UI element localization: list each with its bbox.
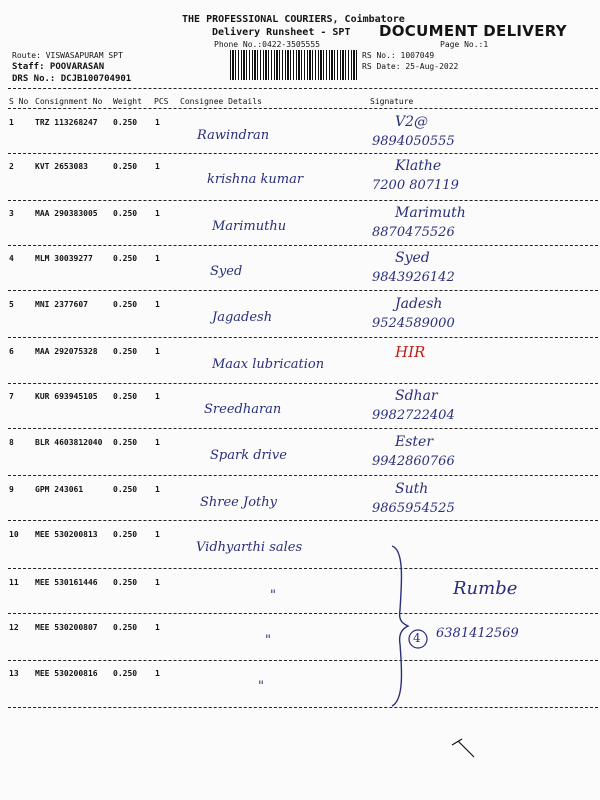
row-consignee: Syed — [210, 264, 243, 279]
group-signature-name: Rumbe — [453, 578, 518, 599]
header-rule-top — [8, 88, 598, 89]
row-pcs: 1 — [155, 530, 160, 539]
row-divider — [8, 613, 598, 614]
row-pcs: 1 — [155, 438, 160, 447]
row-consignee: " — [270, 588, 276, 603]
row-sno: 10 — [9, 530, 19, 539]
drs-number: DRS No.: DCJB100704901 — [12, 74, 132, 84]
row-weight: 0.250 — [113, 118, 138, 127]
row-consignee: Spark drive — [210, 448, 287, 463]
row-consignment: MAA 290383005 — [35, 209, 98, 218]
row-signature-phone: 9982722404 — [372, 408, 455, 423]
row-weight: 0.250 — [113, 438, 138, 447]
row-pcs: 1 — [155, 300, 160, 309]
row-pcs: 1 — [155, 118, 160, 127]
row-divider — [8, 428, 598, 429]
row-sno: 8 — [9, 438, 14, 447]
row-weight: 0.250 — [113, 485, 138, 494]
row-signature-phone: 7200 807119 — [372, 178, 459, 193]
row-sno: 11 — [9, 578, 19, 587]
row-sno: 3 — [9, 209, 14, 218]
col-pcs: PCS — [154, 97, 169, 106]
row-signature-phone: 8870475526 — [372, 225, 455, 240]
row-consignee: Jagadesh — [212, 310, 273, 325]
staff: Staff: POOVARASAN — [12, 62, 105, 72]
row-weight: 0.250 — [113, 347, 138, 356]
row-signature-phone: 9524589000 — [372, 316, 455, 331]
row-divider — [8, 383, 598, 384]
row-divider — [8, 337, 598, 338]
row-sno: 9 — [9, 485, 14, 494]
row-consignee: Sreedharan — [204, 402, 282, 417]
row-weight: 0.250 — [113, 578, 138, 587]
row-weight: 0.250 — [113, 392, 138, 401]
row-consignee: Marimuthu — [212, 219, 287, 234]
row-divider — [8, 200, 598, 201]
row-consignment: GPM 243061 — [35, 485, 84, 494]
row-consignee: " — [265, 633, 271, 648]
row-sno: 2 — [9, 162, 14, 171]
group-signature-phone: 6381412569 — [436, 626, 519, 641]
group-brace — [388, 540, 412, 710]
row-sno: 12 — [9, 623, 19, 632]
row-signature-name: HIR — [395, 343, 426, 361]
col-consignment: Consignment No — [35, 97, 103, 106]
row-signature-phone: 9942860766 — [372, 454, 455, 469]
route: Route: VISWASAPURAM SPT — [12, 51, 123, 60]
row-sno: 4 — [9, 254, 14, 263]
page-number: Page No.:1 — [440, 40, 489, 49]
row-pcs: 1 — [155, 578, 160, 587]
row-signature-name: Ester — [395, 434, 434, 450]
row-weight: 0.250 — [113, 669, 138, 678]
row-signature-name: Jadesh — [395, 296, 443, 312]
row-weight: 0.250 — [113, 530, 138, 539]
company-name: THE PROFESSIONAL COURIERS, Coimbatore — [182, 14, 405, 25]
row-sno: 5 — [9, 300, 14, 309]
row-signature-name: V2@ — [395, 114, 429, 130]
row-signature-name: Marimuth — [395, 205, 466, 221]
col-weight: Weight — [113, 97, 142, 106]
row-pcs: 1 — [155, 209, 160, 218]
row-consignment: TRZ 113268247 — [35, 118, 98, 127]
row-signature-phone: 9843926142 — [372, 270, 455, 285]
row-divider — [8, 568, 598, 569]
row-signature-name: Sdhar — [395, 388, 438, 404]
row-sno: 7 — [9, 392, 14, 401]
row-consignee: Vidhyarthi sales — [196, 540, 303, 555]
row-consignment: MEE 530200816 — [35, 669, 98, 678]
row-signature-name: Suth — [395, 481, 429, 497]
phone-number: Phone No.:0422-3505555 — [214, 40, 320, 49]
row-consignee: Shree Jothy — [200, 495, 277, 510]
row-pcs: 1 — [155, 485, 160, 494]
rs-number: RS No.: 1007049 — [362, 51, 435, 60]
row-divider — [8, 660, 598, 661]
row-consignee: Rawindran — [197, 128, 270, 143]
row-signature-phone: 9865954525 — [372, 501, 455, 516]
row-consignment: KVT 2653083 — [35, 162, 88, 171]
row-signature-name: Syed — [395, 250, 430, 266]
row-pcs: 1 — [155, 254, 160, 263]
row-weight: 0.250 — [113, 162, 138, 171]
row-divider — [8, 520, 598, 521]
row-signature-name: Klathe — [395, 158, 442, 174]
row-weight: 0.250 — [113, 254, 138, 263]
row-sno: 13 — [9, 669, 19, 678]
row-pcs: 1 — [155, 669, 160, 678]
row-weight: 0.250 — [113, 300, 138, 309]
runsheet-title: Delivery Runsheet - SPT — [212, 27, 351, 38]
row-pcs: 1 — [155, 392, 160, 401]
col-consignee: Consignee Details — [180, 97, 262, 106]
row-divider — [8, 475, 598, 476]
row-divider — [8, 707, 598, 708]
row-pcs: 1 — [155, 162, 160, 171]
document-delivery-tag: DOCUMENT DELIVERY — [379, 22, 567, 40]
col-sno: S No — [9, 97, 29, 106]
row-consignment: MEE 530200807 — [35, 623, 98, 632]
row-signature-phone: 9894050555 — [372, 134, 455, 149]
row-consignment: MEE 530200813 — [35, 530, 98, 539]
row-consignee: krishna kumar — [207, 172, 304, 187]
row-consignment: BLR 4603812040 — [35, 438, 103, 447]
group-count: 4 — [413, 631, 421, 645]
row-sno: 1 — [9, 118, 14, 127]
row-consignment: MAA 292075328 — [35, 347, 98, 356]
row-consignment: MNI 2377607 — [35, 300, 88, 309]
row-weight: 0.250 — [113, 623, 138, 632]
header-rule-bottom — [8, 108, 598, 109]
col-signature: Signature — [370, 97, 414, 106]
row-weight: 0.250 — [113, 209, 138, 218]
row-pcs: 1 — [155, 347, 160, 356]
row-divider — [8, 153, 598, 154]
row-divider — [8, 245, 598, 246]
row-consignee: " — [258, 679, 264, 694]
barcode — [230, 50, 358, 80]
pen-mark — [448, 735, 478, 761]
row-pcs: 1 — [155, 623, 160, 632]
row-consignment: MEE 530161446 — [35, 578, 98, 587]
row-consignment: KUR 693945105 — [35, 392, 98, 401]
row-consignee: Maax lubrication — [212, 357, 325, 372]
row-divider — [8, 290, 598, 291]
row-consignment: MLM 30039277 — [35, 254, 93, 263]
row-sno: 6 — [9, 347, 14, 356]
rs-date: RS Date: 25-Aug-2022 — [362, 62, 459, 71]
